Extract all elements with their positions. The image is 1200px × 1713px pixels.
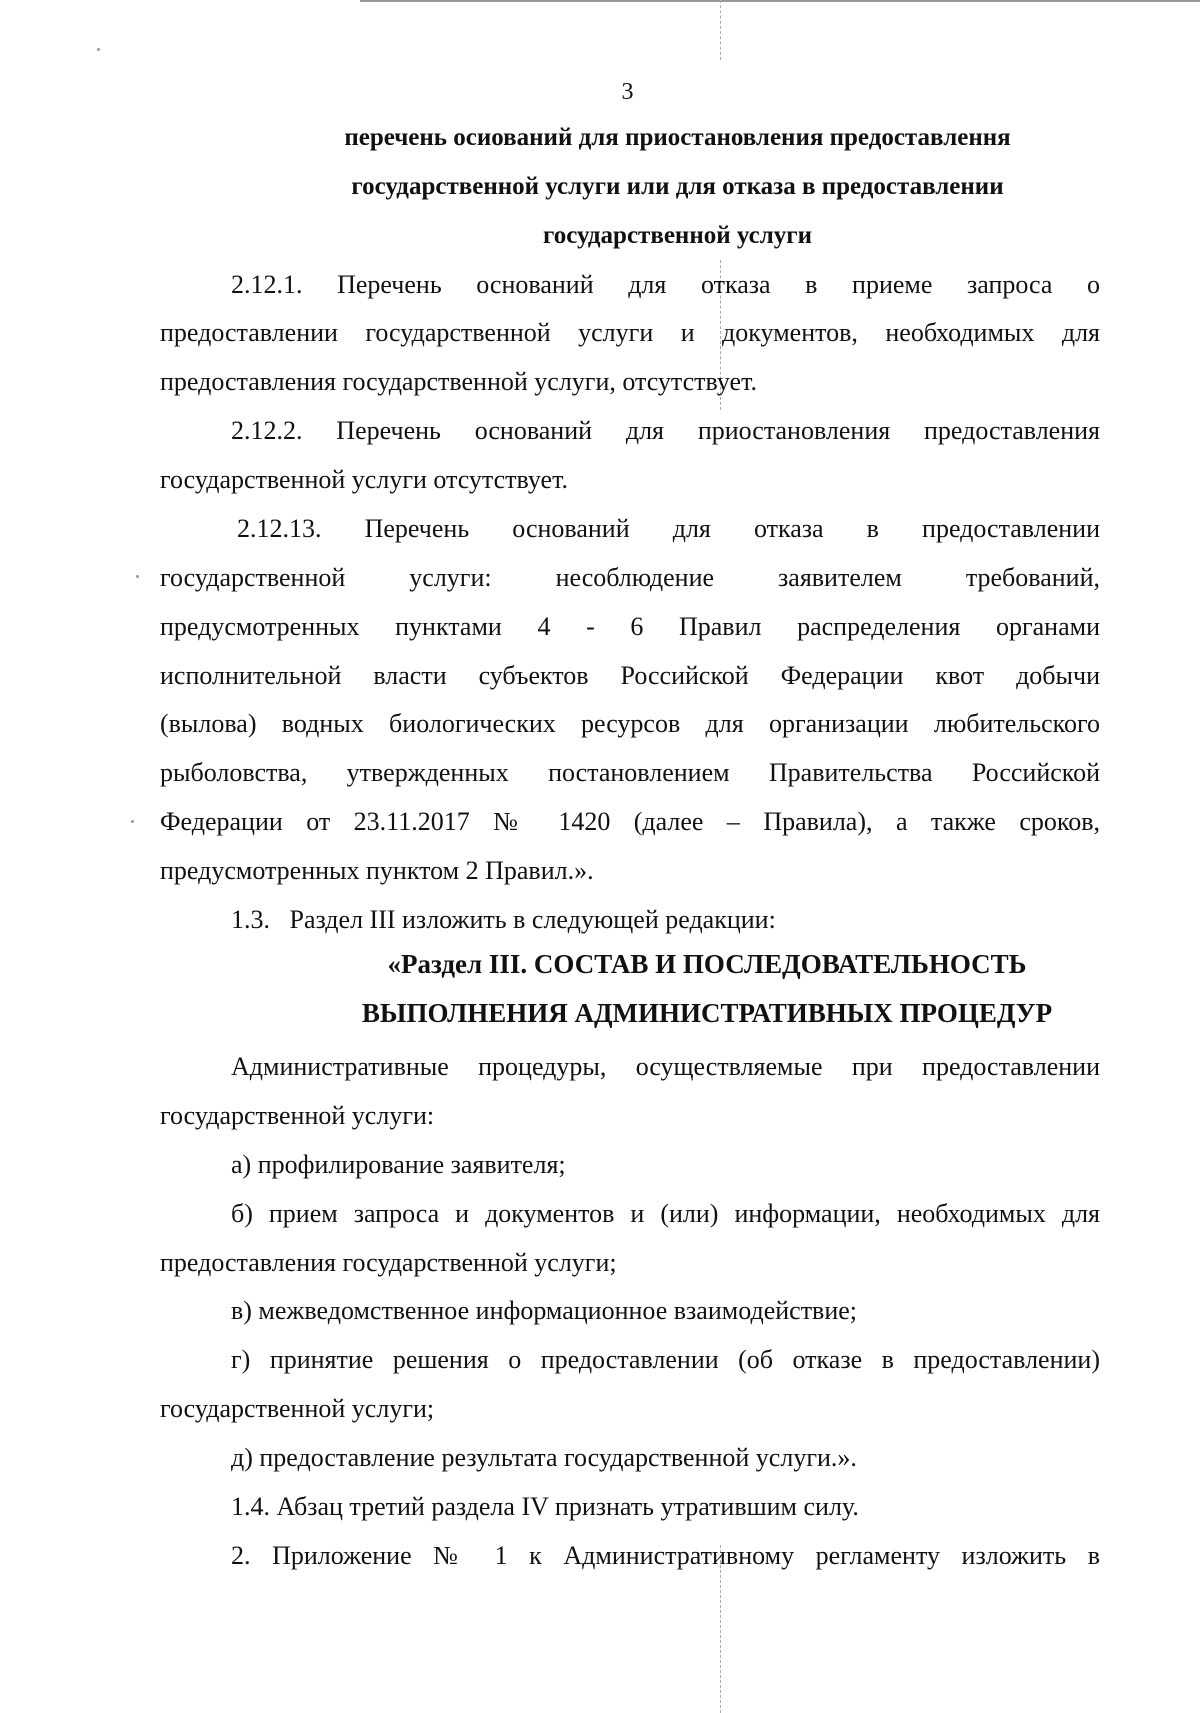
- amendment-item: 1.3. Раздел III изложить в следующей редакции:: [231, 905, 776, 934]
- list-item: предоставления государственной услуги;: [160, 1248, 617, 1277]
- amendment-item: 1.4. Абзац третий раздела IV признать утратившим силу.: [231, 1492, 859, 1521]
- paragraph-line: 2.12.1. Перечень оснований для отказа в приеме запроса о: [231, 270, 1100, 299]
- section-heading: [0, 940, 1200, 1038]
- scan-speck: [131, 820, 134, 823]
- paragraph-line: Федерации от 23.11.2017 № 1420 (далее – Правила), а также сроков,: [160, 807, 1100, 836]
- heading-line: государственной услуги: [542, 222, 813, 249]
- paragraph-line: государственной услуги отсутствует.: [160, 465, 569, 494]
- list-item: а) профилирование заявителя;: [231, 1150, 566, 1179]
- list-item: г) принятие решения о предоставлении (об отказе в предоставлении): [231, 1345, 1100, 1374]
- paragraph-line: предоставлении государственной услуги и документов, необходимых для: [160, 318, 1100, 347]
- heading-line: государственной услуги или для отказа в предоставлении: [351, 173, 1004, 200]
- paragraph-line: предусмотренных пунктом 2 Правил.».: [160, 856, 594, 885]
- paragraph-line: 2.12.2. Перечень оснований для приостановления предоставления: [231, 416, 1100, 445]
- scan-fold-line: [720, 0, 721, 60]
- section-heading: [0, 113, 1200, 260]
- list-item: в) межведомственное информационное взаимодействие;: [231, 1296, 858, 1325]
- list-item: государственной услуги;: [160, 1394, 435, 1423]
- paragraph-line: государственной услуги: несоблюдение заявителем требований,: [160, 563, 1100, 592]
- paragraph-line: рыболовства, утвержденных постановлением Правительства Российской: [160, 758, 1100, 787]
- paragraph-line: исполнительной власти субъектов Российской Федерации квот добычи: [160, 661, 1100, 690]
- paragraph-line: предоставления государственной услуги, отсутствует.: [160, 367, 757, 396]
- scan-top-edge: [360, 0, 1200, 2]
- heading-line: ВЫПОЛНЕНИЯ АДМИНИСТРАТИВНЫХ ПРОЦЕДУР: [361, 998, 1053, 1028]
- paragraph-line: предусмотренных пунктами 4 - 6 Правил распределения органами: [160, 612, 1100, 641]
- list-item: д) предоставление результата государственной услуги.».: [231, 1443, 857, 1472]
- paragraph-line: государственной услуги:: [160, 1101, 435, 1130]
- scan-speck: [136, 575, 139, 578]
- heading-line: «Раздел III. СОСТАВ И ПОСЛЕДОВАТЕЛЬНОСТЬ: [387, 949, 1027, 979]
- paragraph-line: Административные процедуры, осуществляемые при предоставлении: [231, 1052, 1100, 1081]
- paragraph-line: 2.12.13. Перечень оснований для отказа в предоставлении: [237, 514, 1100, 543]
- list-item: б) прием запроса и документов и (или) информации, необходимых для: [231, 1199, 1100, 1228]
- page-number: 3: [621, 79, 634, 105]
- scan-speck: [97, 48, 100, 51]
- amendment-item: 2. Приложение № 1 к Административному регламенту изложить в: [231, 1541, 1100, 1570]
- paragraph-line: (вылова) водных биологических ресурсов для организации любительского: [160, 709, 1100, 738]
- heading-line: перечень осиований для приостановления предоставлення: [344, 124, 1011, 151]
